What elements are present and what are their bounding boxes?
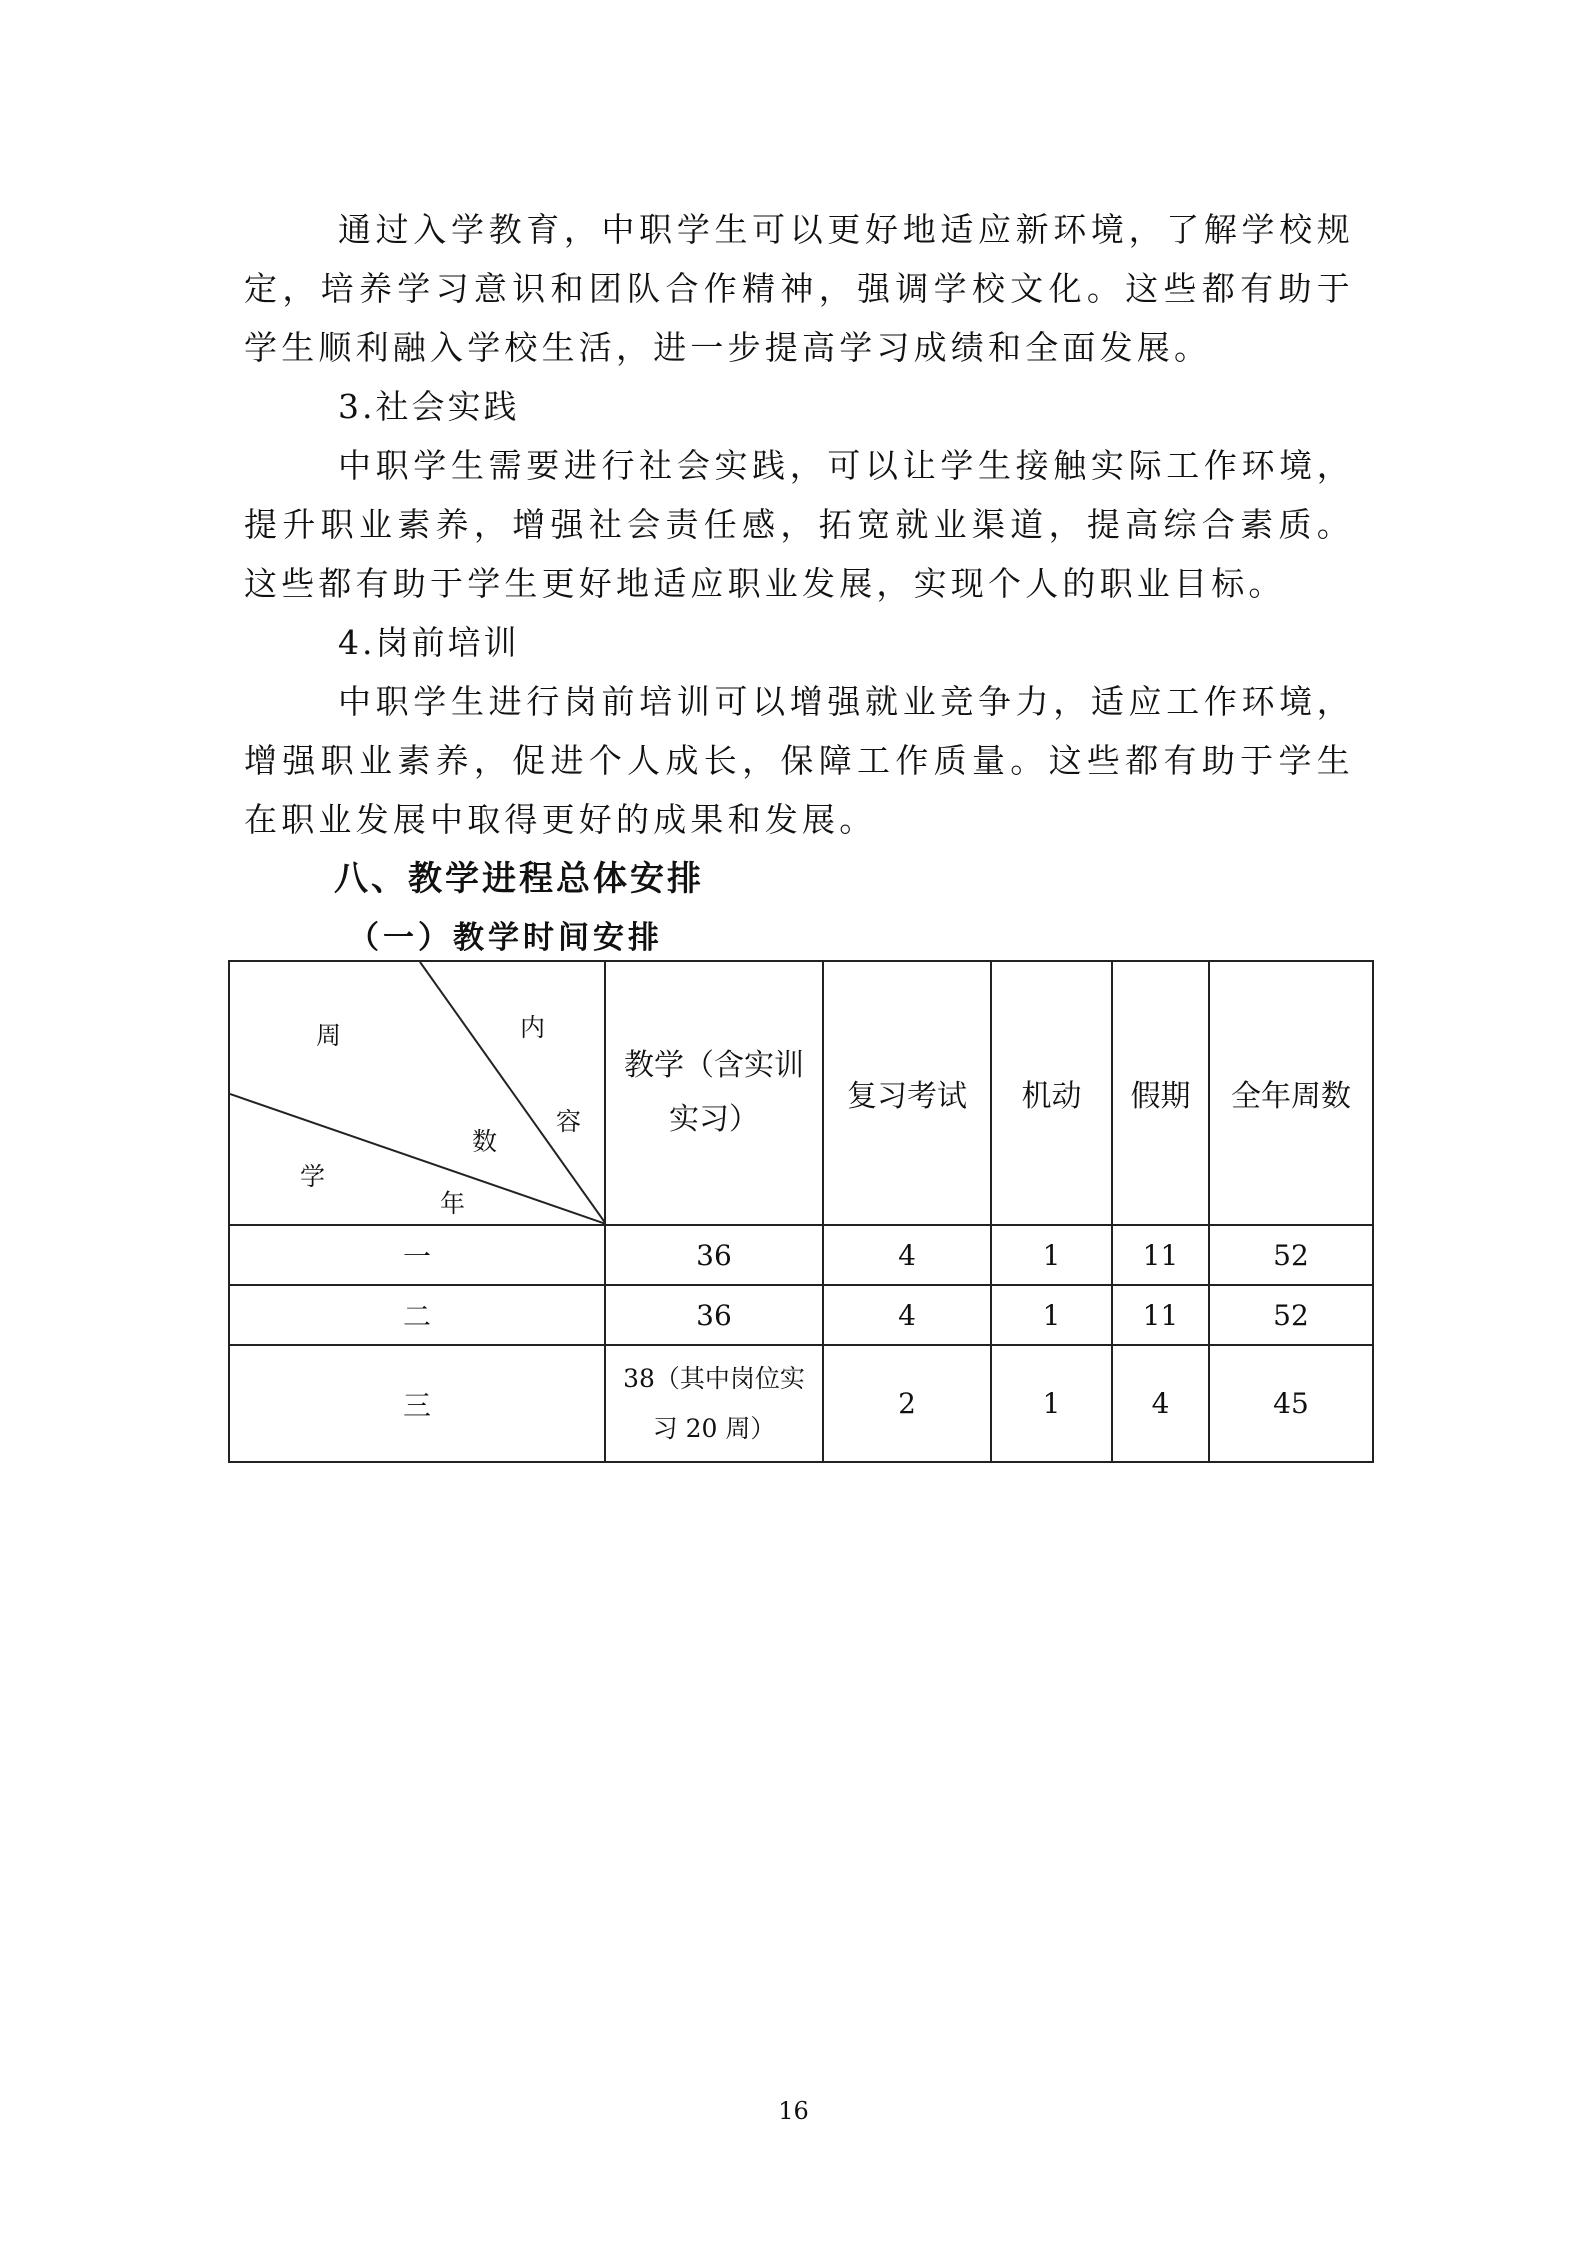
cell-teaching: 38（其中岗位实习 20 周）: [605, 1345, 823, 1462]
table-header-row: [229, 961, 1373, 1225]
heading-social-practice: 3.社会实践: [338, 387, 520, 426]
cell-teaching: 36: [605, 1225, 823, 1285]
header-review-exam: 复习考试: [823, 961, 991, 1225]
cell-flex: 1: [991, 1345, 1112, 1462]
cell-holiday: 11: [1112, 1225, 1209, 1285]
cell-total: 45: [1209, 1345, 1373, 1462]
diag-label-xue: 学: [300, 1162, 326, 1191]
cell-flex: 1: [991, 1225, 1112, 1285]
cell-holiday: 11: [1112, 1285, 1209, 1345]
cell-review: 4: [823, 1225, 991, 1285]
schedule-table: [228, 960, 1374, 1463]
cell-review: 4: [823, 1285, 991, 1345]
paragraph-social-practice: 中职学生需要进行社会实践，可以让学生接触实际工作环境，提升职业素养，增强社会责任感，拓宽就业渠道，提高综合素质。这些都有助于学生更好地适应职业发展，实现个人的职业目标。: [244, 446, 1354, 603]
subsection-title: （一）教学时间安排: [348, 920, 663, 956]
cell-review: 2: [823, 1345, 991, 1462]
cell-year: 三: [229, 1345, 605, 1462]
diag-label-nei: 内: [520, 1013, 546, 1042]
cell-holiday: 4: [1112, 1345, 1209, 1462]
cell-total: 52: [1209, 1225, 1373, 1285]
section-title: 八、教学进程总体安排: [334, 859, 704, 899]
cell-total: 52: [1209, 1285, 1373, 1345]
heading-pre-job-training: 4.岗前培训: [338, 623, 520, 662]
header-holiday: 假期: [1112, 961, 1209, 1225]
header-total-weeks: 全年周数: [1209, 961, 1373, 1225]
header-teaching: 教学（含实训实习）: [605, 961, 823, 1225]
cell-year: 一: [229, 1225, 605, 1285]
table-row: [229, 1285, 1373, 1345]
diag-label-shu: 数: [472, 1127, 498, 1156]
paragraph-pre-job-training: 中职学生进行岗前培训可以增强就业竞争力，适应工作环境，增强职业素养，促进个人成长，保障工作质量。这些都有助于学生在职业发展中取得更好的成果和发展。: [244, 682, 1354, 839]
cell-year: 二: [229, 1285, 605, 1345]
table-row: [229, 1345, 1373, 1462]
header-flexible: 机动: [991, 961, 1112, 1225]
diagonal-header-cell: [229, 961, 605, 1225]
diag-label-nian: 年: [440, 1189, 466, 1218]
table-row: [229, 1225, 1373, 1285]
cell-teaching: 36: [605, 1285, 823, 1345]
diag-label-rong: 容: [556, 1107, 582, 1136]
cell-flex: 1: [991, 1285, 1112, 1345]
page-number: 16: [778, 2097, 809, 2125]
diagonal-lines: [230, 962, 606, 1224]
diag-label-zhou: 周: [316, 1021, 342, 1050]
paragraph-entrance-education: 通过入学教育，中职学生可以更好地适应新环境，了解学校规定，培养学习意识和团队合作精神，强调学校文化。这些都有助于学生顺利融入学校生活，进一步提高学习成绩和全面发展。: [244, 210, 1354, 367]
